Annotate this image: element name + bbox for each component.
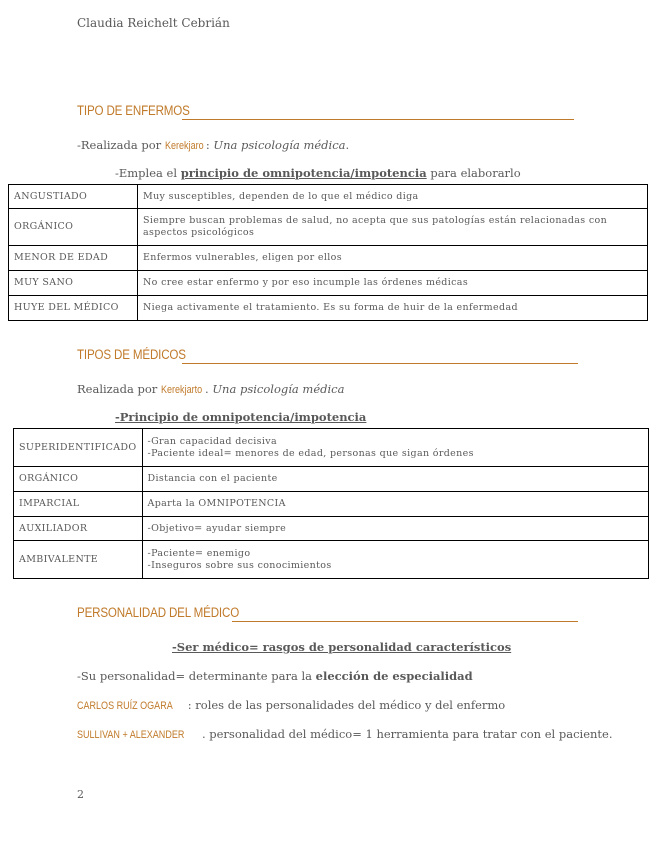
line1-bold: elección de especialidad bbox=[315, 669, 473, 683]
author-kerekjaro: Kerekjaro bbox=[164, 140, 204, 152]
section2-intro bbox=[77, 382, 344, 396]
patient-type: HUYE DEL MÉDICO bbox=[9, 296, 138, 321]
section3-line2 bbox=[77, 698, 505, 712]
doctor-desc bbox=[142, 429, 648, 467]
doctor-desc bbox=[142, 541, 648, 579]
section1-intro bbox=[77, 138, 349, 152]
doctor-type: AUXILIADOR bbox=[14, 517, 143, 541]
heading-rule bbox=[232, 621, 578, 622]
table-row bbox=[9, 185, 648, 209]
doctor-desc: Distancia con el paciente bbox=[142, 467, 648, 492]
desc-line: -Gran capacidad decisiva bbox=[147, 435, 278, 447]
table-row bbox=[14, 492, 649, 517]
patient-desc: Muy susceptibles, dependen de lo que el médico diga bbox=[138, 185, 648, 209]
patient-types-table bbox=[8, 184, 648, 321]
heading-rule bbox=[182, 119, 574, 120]
table-row bbox=[14, 467, 649, 492]
principle-bold: principio de omnipotencia/impotencia bbox=[180, 166, 427, 180]
intro-prefix: -Realizada por bbox=[77, 138, 165, 152]
desc-line: -Inseguros sobre sus conocimientos bbox=[147, 559, 332, 571]
page-number: 2 bbox=[77, 788, 84, 801]
principle-suffix: para elaborarlo bbox=[426, 166, 521, 180]
author-carlos-ruiz-ogara: CARLOS RUÍZ OGARA bbox=[77, 700, 173, 712]
line2-colon: : bbox=[187, 698, 196, 712]
table-row bbox=[9, 296, 648, 321]
doctor-desc: -Objetivo= ayudar siempre bbox=[142, 517, 648, 541]
doctor-types-table bbox=[13, 428, 649, 579]
heading-personalidad-del-medico: PERSONALIDAD DEL MÉDICO bbox=[77, 605, 240, 620]
section1-principle bbox=[115, 166, 521, 180]
table-row bbox=[14, 541, 649, 579]
author-name: Claudia Reichelt Cebrián bbox=[77, 16, 230, 30]
patient-type: ORGÁNICO bbox=[9, 209, 138, 246]
line3-dot: . bbox=[201, 727, 210, 741]
line1-prefix: -Su personalidad= determinante para la bbox=[77, 669, 316, 683]
doctor-type: SUPERIDENTIFICADO bbox=[14, 429, 143, 467]
table-row bbox=[14, 517, 649, 541]
doctor-type: ORGÁNICO bbox=[14, 467, 143, 492]
book-title: Una psicología médica bbox=[213, 138, 346, 152]
patient-type: ANGUSTIADO bbox=[9, 185, 138, 209]
section2-principle: -Principio de omnipotencia/impotencia bbox=[115, 410, 367, 424]
patient-type: MUY SANO bbox=[9, 271, 138, 296]
desc-line: Siempre buscan problemas de salud, no acepta que sus patologías están relacionadas con bbox=[143, 215, 608, 226]
patient-desc: Enfermos vulnerables, eligen por ellos bbox=[138, 246, 648, 271]
heading-rule bbox=[182, 363, 578, 364]
line3-text: personalidad del médico= 1 herramienta para tratar con el paciente. bbox=[209, 727, 613, 741]
section3-line3 bbox=[77, 727, 613, 741]
doctor-desc: Aparta la OMNIPOTENCIA bbox=[142, 492, 648, 517]
intro-dot: . bbox=[205, 382, 213, 396]
desc-line: -Paciente ideal= menores de edad, personas que sigan órdenes bbox=[147, 447, 474, 459]
intro-suffix: . bbox=[345, 138, 350, 152]
doctor-type: AMBIVALENTE bbox=[14, 541, 143, 579]
table-row bbox=[9, 246, 648, 271]
author-kerekjarto: Kerekjarto bbox=[160, 384, 203, 396]
patient-desc: No cree estar enfermo y por eso incumple las órdenes médicas bbox=[138, 271, 648, 296]
intro-prefix: Realizada por bbox=[77, 382, 161, 396]
doctor-type: IMPARCIAL bbox=[14, 492, 143, 517]
table-row bbox=[14, 429, 649, 467]
author-sullivan-alexander: SULLIVAN + ALEXANDER bbox=[77, 729, 185, 741]
table-row bbox=[9, 271, 648, 296]
desc-line: aspectos psicológicos bbox=[143, 227, 255, 238]
table-row bbox=[9, 209, 648, 246]
heading-tipos-de-medicos: TIPOS DE MÉDICOS bbox=[77, 347, 186, 362]
line2-text: roles de las personalidades del médico y del enfermo bbox=[195, 698, 506, 712]
patient-type: MENOR DE EDAD bbox=[9, 246, 138, 271]
book-title: Una psicología médica bbox=[212, 382, 345, 396]
section3-subtitle: -Ser médico= rasgos de personalidad característicos bbox=[172, 640, 512, 654]
principle-prefix: -Emplea el bbox=[115, 166, 181, 180]
intro-colon: : bbox=[205, 138, 214, 152]
patient-desc bbox=[138, 209, 648, 246]
desc-line: -Paciente= enemigo bbox=[147, 547, 251, 559]
heading-tipo-de-enfermos: TIPO DE ENFERMOS bbox=[77, 103, 190, 118]
patient-desc: Niega activamente el tratamiento. Es su forma de huir de la enfermedad bbox=[138, 296, 648, 321]
section3-line1 bbox=[77, 669, 473, 683]
